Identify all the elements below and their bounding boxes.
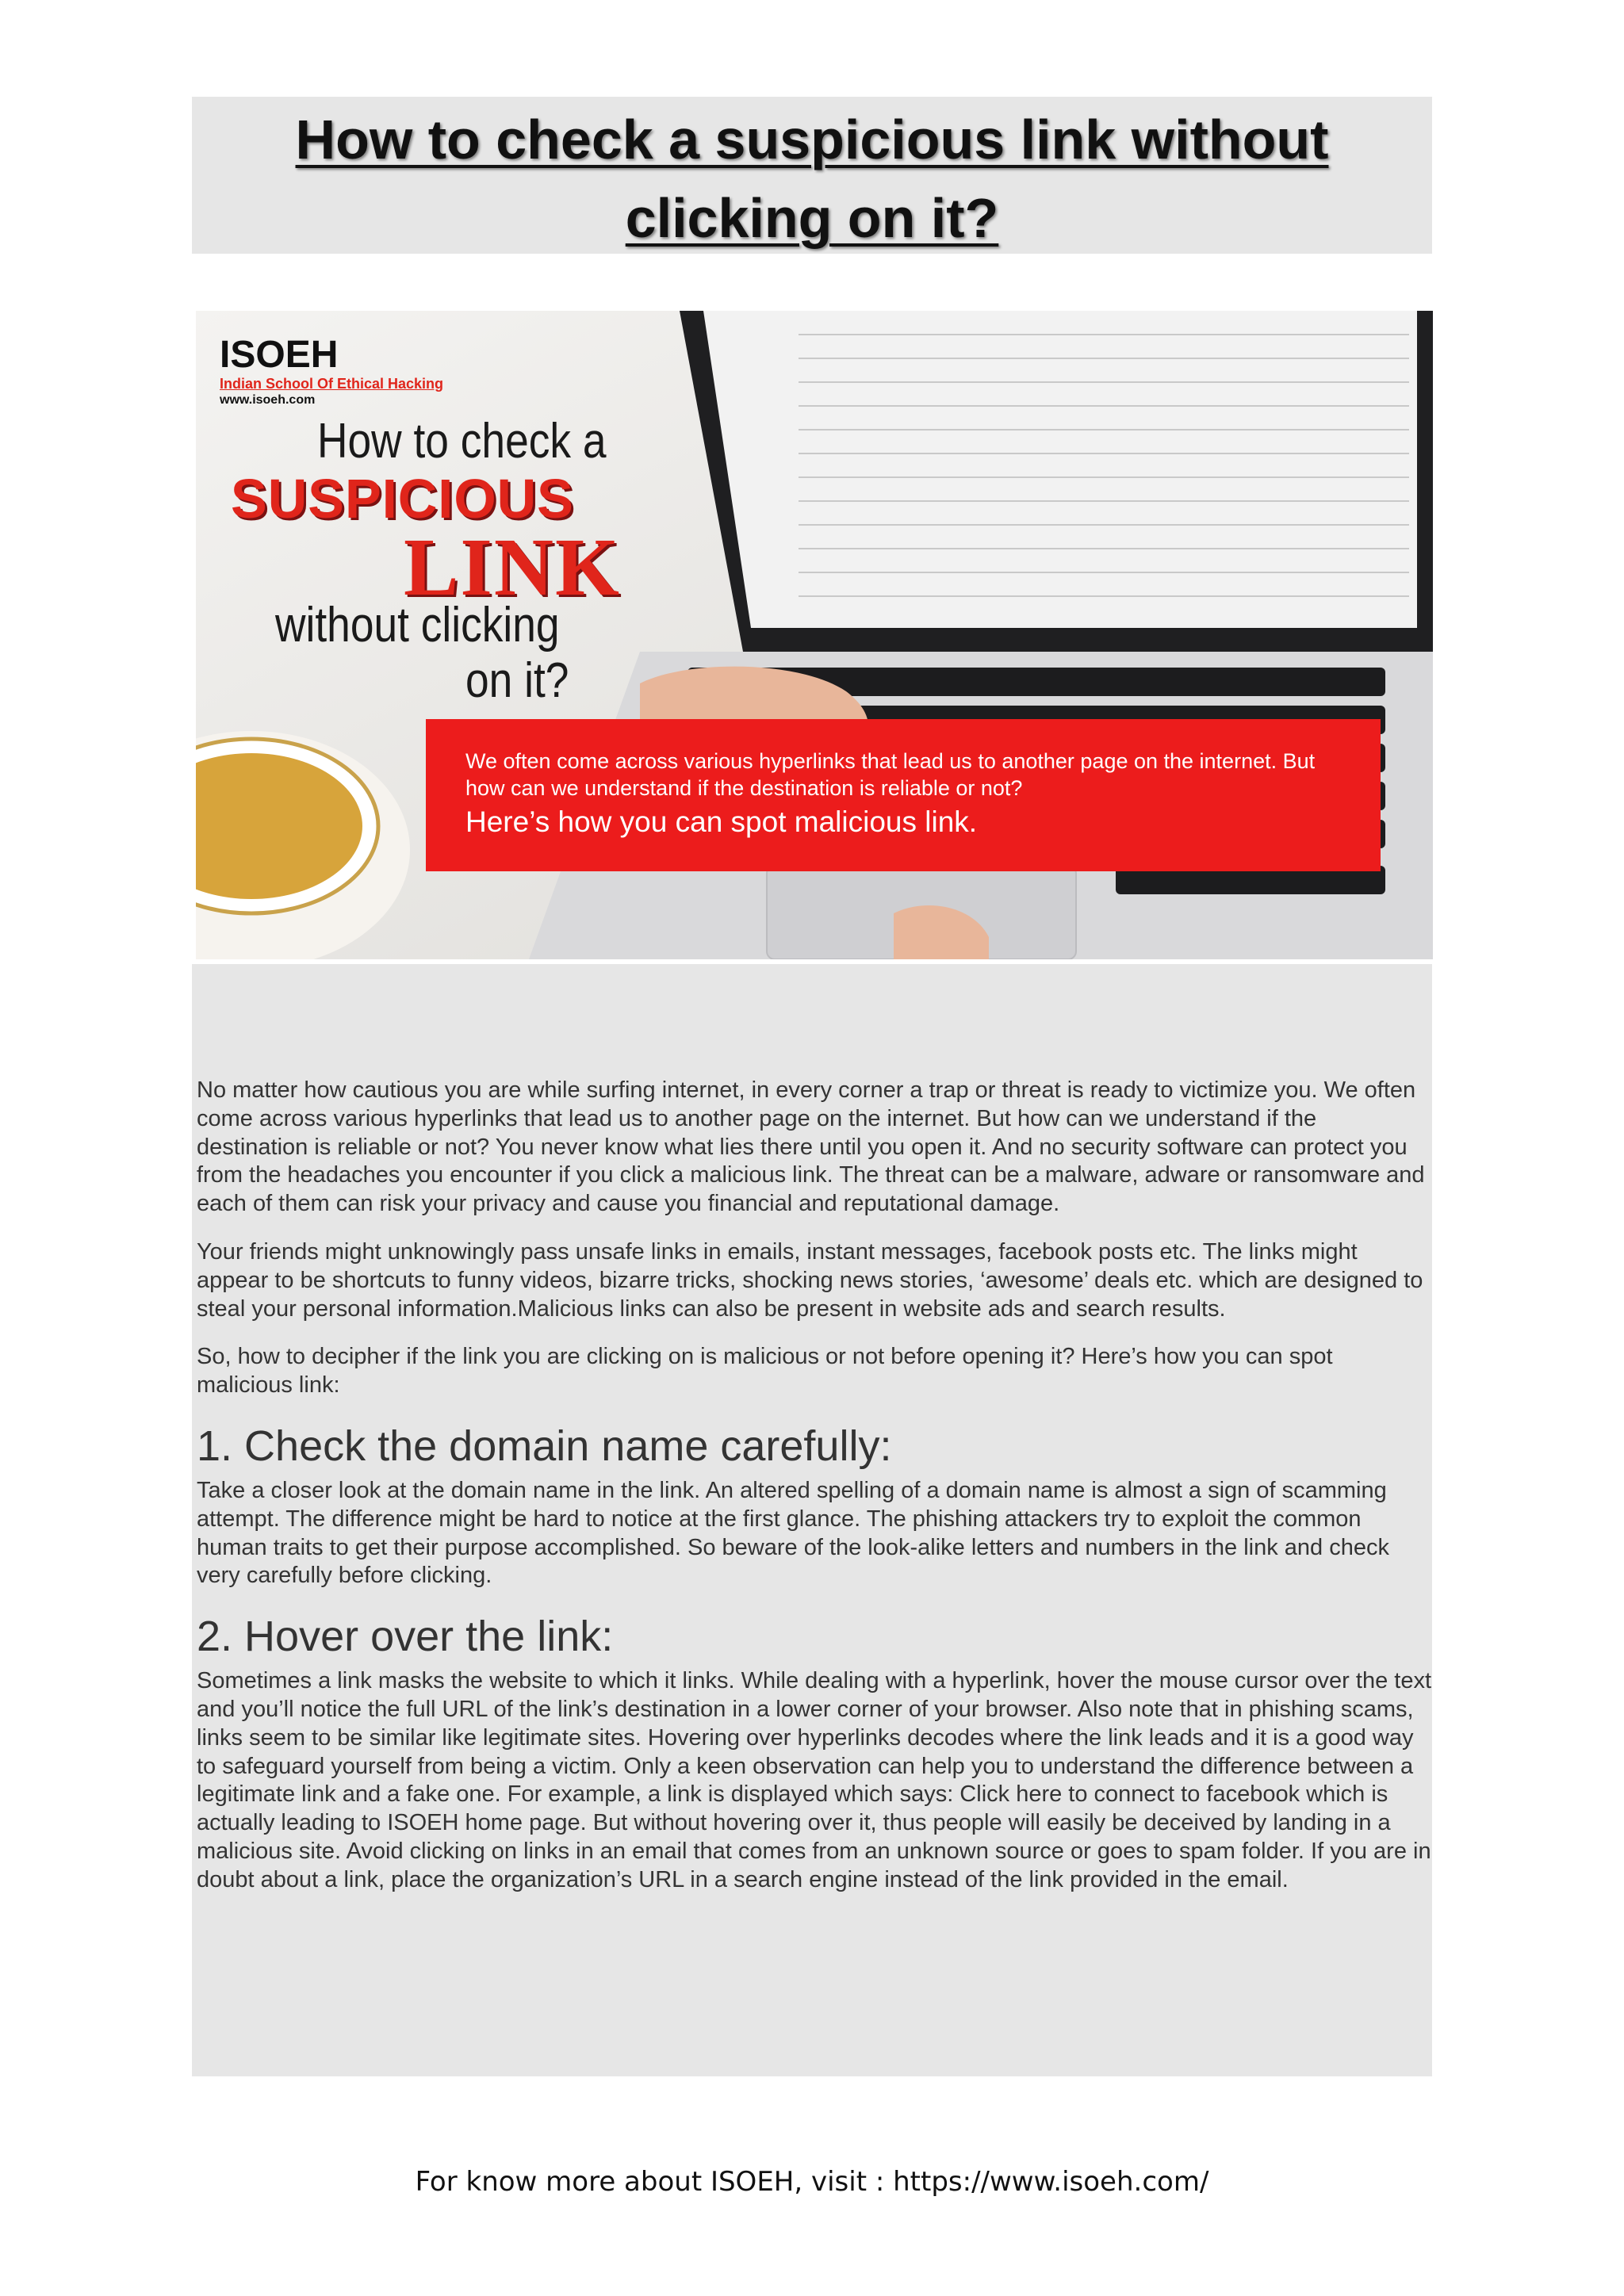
logo-tagline: Indian School Of Ethical Hacking xyxy=(220,376,444,392)
isoeh-logo xyxy=(220,335,443,409)
article-body xyxy=(197,1077,1434,1915)
section-1-heading: 1. Check the domain name carefully: xyxy=(197,1422,892,1470)
logo-url: www.isoeh.com xyxy=(220,393,316,407)
section-2-body: Sometimes a link masks the website to which it links. While dealing with a hyperlink, hover the mouse cursor over the text and you’ll notice the full URL of the link’s destination in a lower corner of your browser. Also note that in phishing scams, links seem to be similar like legitimate sites. Hovering over hyperlinks decodes where the link leads and it is a good way to safeguard yourself from being a victim. Only a keen observation can help you to understand the difference between a legitimate link and a fake one. For example, a link is displayed which says: Click here to connect to facebook which is actually leading to ISOEH home page. But without hovering over it, thus people will easily be deceived by landing in a malicious site. Avoid clicking on links in an email that comes from an unknown source or goes to spam folder. If you are in doubt about a link, place the organization’s URL in a search engine instead of the link provided in the email. xyxy=(197,1668,1432,1892)
banner-heading-2: SUSPICIOUS xyxy=(231,468,574,530)
hero-banner-image xyxy=(196,311,1433,959)
page-title-line-1: How to check a suspicious link without xyxy=(295,109,1329,170)
banner-callout-emphasis: Here’s how you can spot malicious link. xyxy=(465,806,978,838)
logo-name: ISOEH xyxy=(220,334,339,376)
title-box xyxy=(192,97,1432,254)
page-title xyxy=(192,101,1432,258)
banner-heading-3: LINK xyxy=(404,522,621,613)
intro-paragraph-1: No matter how cautious you are while surfing internet, in every corner a trap or threat is ready to victimize you. We often come across various hyperlinks that lead us to another page on the internet. But how can we understand if the destination is reliable or not? You never know what lies there until you open it. And no security software can protect you from the headaches you encounter if you click a malicious link. The threat can be a malware, adware or ransomware and each of them can risk your privacy and cause you financial and reputational damage. xyxy=(197,1077,1425,1217)
intro-paragraph-2: Your friends might unknowingly pass unsafe links in emails, instant messages, facebook posts etc. The links might appear to be shortcuts to funny videos, bizarre tricks, shocking news stories, ‘awesome’ deals etc. which are designed to steal your personal information.Malicious links can also be present in website ads and search results. xyxy=(197,1238,1423,1322)
footer-note: For know more about ISOEH, visit : https://www.isoeh.com/ xyxy=(415,2166,1209,2198)
section-1-body: Take a closer look at the domain name in the link. An altered spelling of a domain name is almost a sign of scamming attempt. The difference might be hard to notice at the first glance. The phishing attackers try to exploit the common human traits to get their purpose accomplished. So beware of the look-alike letters and numbers in the link and check very carefully before clicking. xyxy=(197,1477,1389,1589)
banner-heading-1: How to check a xyxy=(317,414,607,469)
article-content-box xyxy=(192,964,1432,2076)
intro-paragraph-3: So, how to decipher if the link you are clicking on is malicious or not before opening it? Here’s how you can spot malicious link: xyxy=(197,1344,1333,1399)
page-title-line-2: clicking on it? xyxy=(625,187,999,249)
section-2-heading: 2. Hover over the link: xyxy=(197,1613,614,1661)
banner-callout-box xyxy=(426,719,1381,871)
banner-callout-text: We often come across various hyperlinks that lead us to another page on the internet. But how can we understand if the destination is reliable or not? xyxy=(465,749,1316,800)
banner-heading-4: without clicking xyxy=(275,598,560,652)
banner-heading-5: on it? xyxy=(465,653,569,708)
